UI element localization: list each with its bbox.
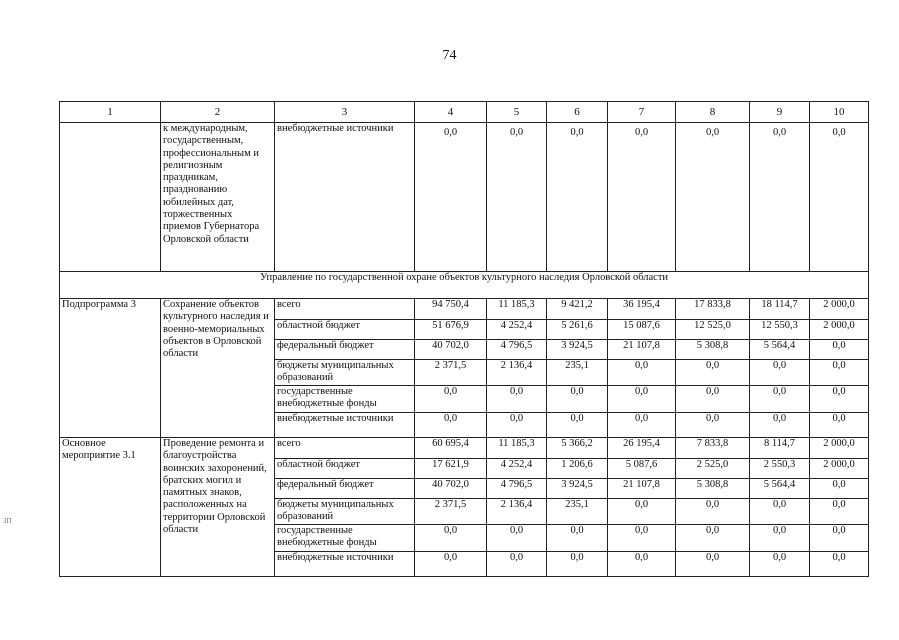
value-cell: 0,0 xyxy=(750,413,810,438)
value-cell: 7 833,8 xyxy=(676,438,750,459)
table-row xyxy=(60,299,869,320)
value-cell: 0,0 xyxy=(676,123,750,272)
header-cell: 1 xyxy=(60,102,161,123)
value-cell: 9 421,2 xyxy=(547,299,608,320)
value-cell: 2 000,0 xyxy=(810,459,869,479)
funding-source: федеральный бюджет xyxy=(275,340,415,360)
value-cell: 4 252,4 xyxy=(487,320,547,340)
value-cell: 2 371,5 xyxy=(415,360,487,386)
value-cell: 2 000,0 xyxy=(810,438,869,459)
value-cell: 12 550,3 xyxy=(750,320,810,340)
value-cell: 5 564,4 xyxy=(750,340,810,360)
program-description: Сохранение объектов культурного наследия и военно-мемориальных объектов в Орловской области xyxy=(161,299,275,438)
value-cell: 0,0 xyxy=(547,525,608,552)
value-cell: 26 195,4 xyxy=(608,438,676,459)
header-cell: 6 xyxy=(547,102,608,123)
value-cell: 2 136,4 xyxy=(487,499,547,525)
value-cell: 2 525,0 xyxy=(676,459,750,479)
value-cell: 0,0 xyxy=(608,499,676,525)
value-cell: 40 702,0 xyxy=(415,479,487,499)
funding-source: внебюджетные источники xyxy=(275,552,415,577)
value-cell: 5 308,8 xyxy=(676,340,750,360)
header-cell: 5 xyxy=(487,102,547,123)
funding-source: бюджеты муниципальных образований xyxy=(275,499,415,525)
value-cell: 3 924,5 xyxy=(547,479,608,499)
value-cell: 0,0 xyxy=(547,386,608,413)
budget-table xyxy=(59,101,869,577)
value-cell: 0,0 xyxy=(676,525,750,552)
program-name: Подпрограмма 3 xyxy=(60,299,161,438)
value-cell: 11 185,3 xyxy=(487,299,547,320)
value-cell: 15 087,6 xyxy=(608,320,676,340)
value-cell: 0,0 xyxy=(415,386,487,413)
value-cell: 3 924,5 xyxy=(547,340,608,360)
empty-cell xyxy=(60,123,161,272)
value-cell: 4 252,4 xyxy=(487,459,547,479)
value-cell: 0,0 xyxy=(608,386,676,413)
value-cell: 5 087,6 xyxy=(608,459,676,479)
program-name: Основное мероприятие 3.1 xyxy=(60,438,161,577)
value-cell: 11 185,3 xyxy=(487,438,547,459)
value-cell: 0,0 xyxy=(676,499,750,525)
header-cell: 2 xyxy=(161,102,275,123)
value-cell: 0,0 xyxy=(415,413,487,438)
value-cell: 0,0 xyxy=(676,386,750,413)
value-cell: 0,0 xyxy=(547,552,608,577)
value-cell: 2 000,0 xyxy=(810,299,869,320)
value-cell: 0,0 xyxy=(750,386,810,413)
header-cell: 7 xyxy=(608,102,676,123)
funding-source: областной бюджет xyxy=(275,320,415,340)
value-cell: 0,0 xyxy=(810,360,869,386)
value-cell: 0,0 xyxy=(547,413,608,438)
value-cell: 5 564,4 xyxy=(750,479,810,499)
value-cell: 2 371,5 xyxy=(415,499,487,525)
event-description: к международным, государственным, профессиональным и религиозным праздникам, празднованию юбилейных дат, торжественных приемов Губернатора Орловской области xyxy=(161,123,275,272)
funding-source: внебюджетные источники xyxy=(275,413,415,438)
header-cell: 3 xyxy=(275,102,415,123)
value-cell: 17 833,8 xyxy=(676,299,750,320)
funding-source: областной бюджет xyxy=(275,459,415,479)
value-cell: 17 621,9 xyxy=(415,459,487,479)
value-cell: 0,0 xyxy=(810,525,869,552)
value-cell: 0,0 xyxy=(608,525,676,552)
value-cell: 0,0 xyxy=(676,413,750,438)
value-cell: 36 195,4 xyxy=(608,299,676,320)
header-cell: 4 xyxy=(415,102,487,123)
header-cell: 10 xyxy=(810,102,869,123)
value-cell: 2 000,0 xyxy=(810,320,869,340)
value-cell: 0,0 xyxy=(608,360,676,386)
value-cell: 0,0 xyxy=(487,552,547,577)
value-cell: 2 136,4 xyxy=(487,360,547,386)
funding-source: государственные внебюджетные фонды xyxy=(275,525,415,552)
value-cell: 4 796,5 xyxy=(487,479,547,499)
value-cell: 0,0 xyxy=(487,413,547,438)
table-row xyxy=(60,438,869,459)
value-cell: 0,0 xyxy=(810,499,869,525)
value-cell: 0,0 xyxy=(415,552,487,577)
funding-source: всего xyxy=(275,438,415,459)
value-cell: 0,0 xyxy=(487,525,547,552)
value-cell: 0,0 xyxy=(810,413,869,438)
value-cell: 21 107,8 xyxy=(608,479,676,499)
funding-source: внебюджетные источники xyxy=(275,123,415,272)
value-cell: 0,0 xyxy=(608,552,676,577)
value-cell: 0,0 xyxy=(487,386,547,413)
value-cell: 2 550,3 xyxy=(750,459,810,479)
value-cell: 0,0 xyxy=(608,123,676,272)
value-cell: 0,0 xyxy=(750,499,810,525)
value-cell: 0,0 xyxy=(810,479,869,499)
funding-source: государственные внебюджетные фонды xyxy=(275,386,415,413)
section-row xyxy=(60,272,869,299)
value-cell: 51 676,9 xyxy=(415,320,487,340)
value-cell: 0,0 xyxy=(547,123,608,272)
value-cell: 4 796,5 xyxy=(487,340,547,360)
value-cell: 0,0 xyxy=(810,386,869,413)
value-cell: 0,0 xyxy=(810,123,869,272)
value-cell: 0,0 xyxy=(750,525,810,552)
funding-source: федеральный бюджет xyxy=(275,479,415,499)
value-cell: 5 366,2 xyxy=(547,438,608,459)
value-cell: 40 702,0 xyxy=(415,340,487,360)
funding-source: всего xyxy=(275,299,415,320)
header-cell: 8 xyxy=(676,102,750,123)
page-number: 74 xyxy=(442,48,457,63)
value-cell: 60 695,4 xyxy=(415,438,487,459)
value-cell: 5 261,6 xyxy=(547,320,608,340)
value-cell: 0,0 xyxy=(810,340,869,360)
value-cell: 0,0 xyxy=(750,123,810,272)
header-row xyxy=(60,102,869,123)
value-cell: 0,0 xyxy=(810,552,869,577)
value-cell: 0,0 xyxy=(415,525,487,552)
value-cell: 1 206,6 xyxy=(547,459,608,479)
value-cell: 235,1 xyxy=(547,360,608,386)
value-cell: 0,0 xyxy=(415,123,487,272)
value-cell: 0,0 xyxy=(676,552,750,577)
program-description: Проведение ремонта и благоустройства воинских захоронений, братских могил и памятных знаков, расположенных на территории Орловской области xyxy=(161,438,275,577)
value-cell: 0,0 xyxy=(487,123,547,272)
value-cell: 21 107,8 xyxy=(608,340,676,360)
value-cell: 0,0 xyxy=(676,360,750,386)
value-cell: 0,0 xyxy=(608,413,676,438)
funding-source: бюджеты муниципальных образований xyxy=(275,360,415,386)
value-cell: 0,0 xyxy=(750,552,810,577)
margin-mark: ЗП xyxy=(3,517,12,525)
value-cell: 5 308,8 xyxy=(676,479,750,499)
value-cell: 235,1 xyxy=(547,499,608,525)
value-cell: 18 114,7 xyxy=(750,299,810,320)
value-cell: 94 750,4 xyxy=(415,299,487,320)
value-cell: 12 525,0 xyxy=(676,320,750,340)
section-title: Управление по государственной охране объектов культурного наследия Орловской области xyxy=(60,272,869,299)
value-cell: 8 114,7 xyxy=(750,438,810,459)
table-row xyxy=(60,123,869,272)
header-cell: 9 xyxy=(750,102,810,123)
table-body xyxy=(60,102,869,577)
value-cell: 0,0 xyxy=(750,360,810,386)
